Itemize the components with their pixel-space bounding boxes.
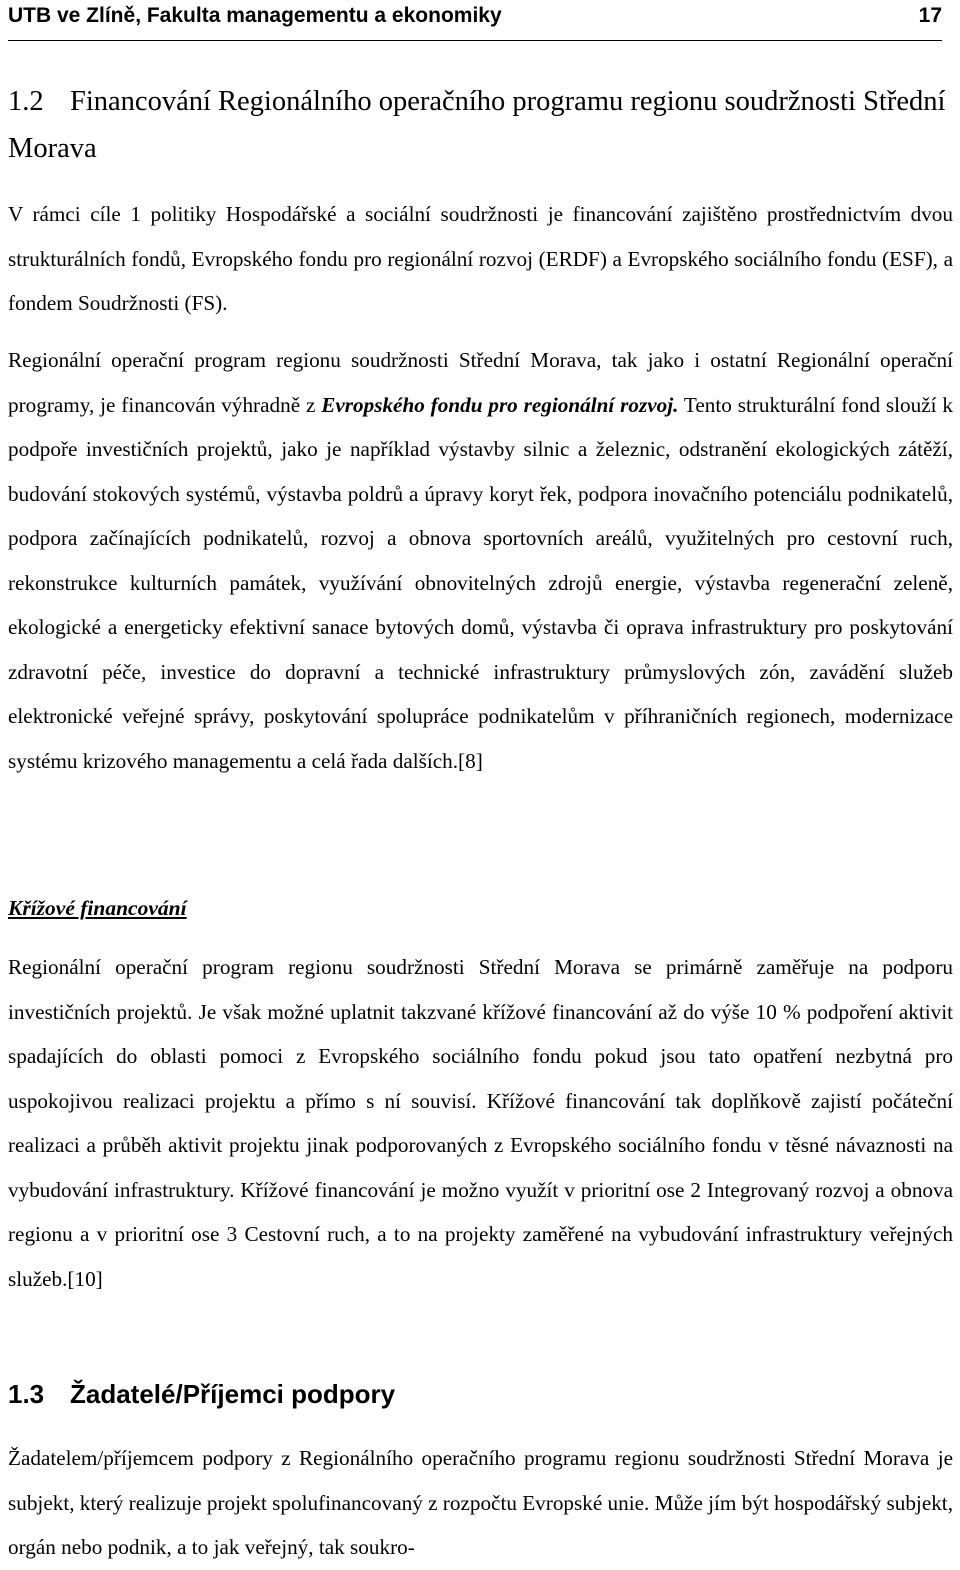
section-heading-1-3 bbox=[8, 1372, 395, 1416]
page-number: 17 bbox=[918, 4, 942, 27]
subheading-krizove-financovani: Křížové financování bbox=[8, 896, 187, 920]
section-title: Financování Regionálního operačního programu regionu soudržnosti Střední Morava bbox=[8, 86, 946, 164]
section-title: Žadatelé/Příjemci podpory bbox=[70, 1379, 396, 1409]
section-heading-1-2 bbox=[8, 78, 953, 172]
paragraph-cile-1: V rámci cíle 1 politiky Hospodářské a sociální soudržnosti je financování zajištěno prostřednictvím dvou strukturálních fondů, Evropského fondu pro regionální rozvoj (ERDF) a Evropského sociálního fondu (ESF), a fondem Soudržnosti (FS). bbox=[8, 202, 953, 315]
paragraph-erdf bbox=[8, 338, 953, 783]
erdf-emphasis: Evropského fondu pro regionální rozvoj. bbox=[321, 392, 679, 417]
section-number: 1.3 bbox=[8, 1379, 45, 1409]
page-header bbox=[8, 0, 942, 41]
paragraph-text: Regionální operační program regionu soudržnosti Střední Morava, tak jako i ostatní Regionální operační programy, je financován výhradně z bbox=[8, 348, 953, 417]
paragraph-krizove-financovani: Regionální operační program regionu soudržnosti Střední Morava se primárně zaměřuje na podporu investičních projektů. Je však možné uplatnit takzvané křížové financování až do výše 10 % podpoření aktivit spadajících do oblasti pomoci z Evropského sociálního fondu pokud jsou tato opatření nezbytná pro uspokojivou realizaci projektu a přímo s ní souvisí. Křížové financování tak doplňkově zajistí počáteční realizaci a průběh aktivit projektu jinak podporovaných z Evropského sociálního fondu v těsné návaznosti na vybudování infrastruktury. Křížové financování je možno využít v prioritní ose 2 Integrovaný rozvoj a obnova regionu a v prioritní ose 3 Cestovní ruch, a to na projekty zaměřené na vybudování infrastruktury veřejných služeb.[10] bbox=[8, 955, 953, 1291]
section-number: 1.2 bbox=[8, 86, 44, 117]
paragraph-text: Tento strukturální fond slouží k podpoře investičních projektů, jako je například výstavby silnic a železnic, odstranění ekologických zátěží, budování stokových systémů, výstavba poldrů a úpravy koryt řek, podpora inovačního potenciálu podnikatelů, podpora začínajících podnikatelů, rozvoj a obnova sportovních areálů, využitelných pro cestovní ruch, rekonstrukce kulturních památek, využívání obnovitelných zdrojů energie, výstavba regenerační zeleně, ekologické a energeticky efektivní sanace bytových domů, výstavba či oprava infrastruktury pro poskytování zdravotní péče, investice do dopravní a technické infrastruktury průmyslových zón, zavádění služeb elektronické veřejné správy, poskytování spolupráce podnikatelům v příhraničních regionech, modernizace systému krizového managementu a celá řada dalších.[8] bbox=[8, 392, 953, 773]
paragraph-zadatele: Žadatelem/příjemcem podpory z Regionálního operačního programu regionu soudržnosti Střední Morava je subjekt, který realizuje projekt spolufinancovaný z rozpočtu Evropské unie. Může jím být hospodářský subjekt, orgán nebo podnik, a to jak veřejný, tak soukro- bbox=[8, 1446, 953, 1559]
header-institution: UTB ve Zlíně, Fakulta managementu a ekonomiky bbox=[8, 4, 502, 27]
